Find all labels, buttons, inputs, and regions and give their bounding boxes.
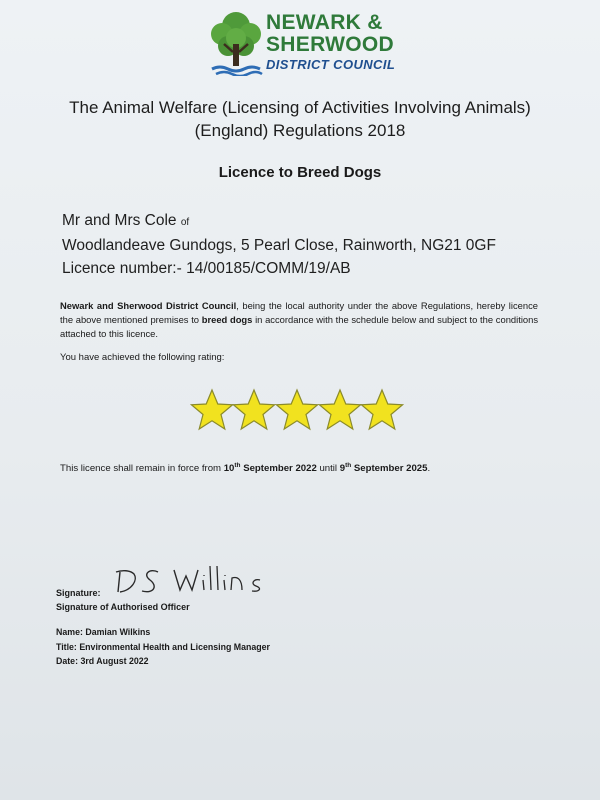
star-icon: [232, 388, 276, 432]
holder-of: of: [180, 217, 190, 228]
council-logo: [208, 8, 398, 76]
licence-validity: This licence shall remain in force from 10th September 2022 until 9th September 2025.: [60, 462, 431, 475]
logo-text: [266, 12, 395, 71]
signature-label: Signature:: [56, 588, 101, 598]
logo-line-2: SHERWOOD: [266, 33, 395, 56]
validity-prefix: This licence shall remain in force from: [60, 463, 222, 475]
star-rating: [190, 388, 404, 432]
regulations-line-2: (England) Regulations 2018: [194, 121, 406, 140]
signature-subtitle: Signature of Authorised Officer: [56, 602, 190, 612]
star-icon: [360, 388, 404, 432]
handwritten-signature: [110, 560, 275, 596]
end-date: 9th September 2025: [339, 462, 428, 475]
officer-name: Damian Wilkins: [85, 627, 151, 637]
council-name: Newark and Sherwood District Council: [60, 300, 237, 311]
licence-number-label: Licence number:-: [62, 260, 182, 277]
licence-body-paragraph: [60, 299, 538, 341]
licensed-activity: breed dogs: [201, 314, 253, 325]
logo-line-3: DISTRICT COUNCIL: [266, 57, 396, 72]
holder-name: Mr and Mrs Cole: [62, 212, 177, 229]
logo-line-1: NEWARK &: [266, 11, 383, 34]
regulations-line-1: The Animal Welfare (Licensing of Activities Involving Animals): [69, 98, 531, 117]
licence-number: 14/00185/COMM/19/AB: [186, 260, 351, 277]
officer-details: [56, 625, 270, 669]
regulations-heading: [0, 96, 600, 142]
officer-name-row: Name: Damian Wilkins: [56, 627, 151, 637]
rating-text: You have achieved the following rating:: [60, 352, 225, 363]
body-text-1: , being the local authority under the above Regulations, hereby licence the above mentioned premises to: [60, 300, 538, 325]
star-icon: [190, 388, 234, 432]
officer-title-row: Title: Environmental Health and Licensing Manager: [56, 641, 270, 652]
officer-title: Environmental Health and Licensing Manager: [79, 641, 270, 652]
licence-holder: [62, 209, 496, 280]
officer-date: 3rd August 2022: [80, 656, 149, 666]
holder-address: Woodlandeave Gundogs, 5 Pearl Close, Rainworth, NG21 0GF: [62, 237, 496, 254]
body-text-2: in accordance with the schedule below and subject to the conditions attached to this licence.: [60, 314, 539, 339]
start-date: 10th September 2022: [223, 462, 317, 475]
licence-title: Licence to Breed Dogs: [218, 164, 382, 181]
star-icon: [275, 388, 319, 432]
star-icon: [318, 388, 362, 432]
officer-date-row: Date: 3rd August 2022: [56, 656, 149, 666]
tree-logo-icon: [208, 8, 264, 76]
validity-until: until: [319, 463, 338, 475]
